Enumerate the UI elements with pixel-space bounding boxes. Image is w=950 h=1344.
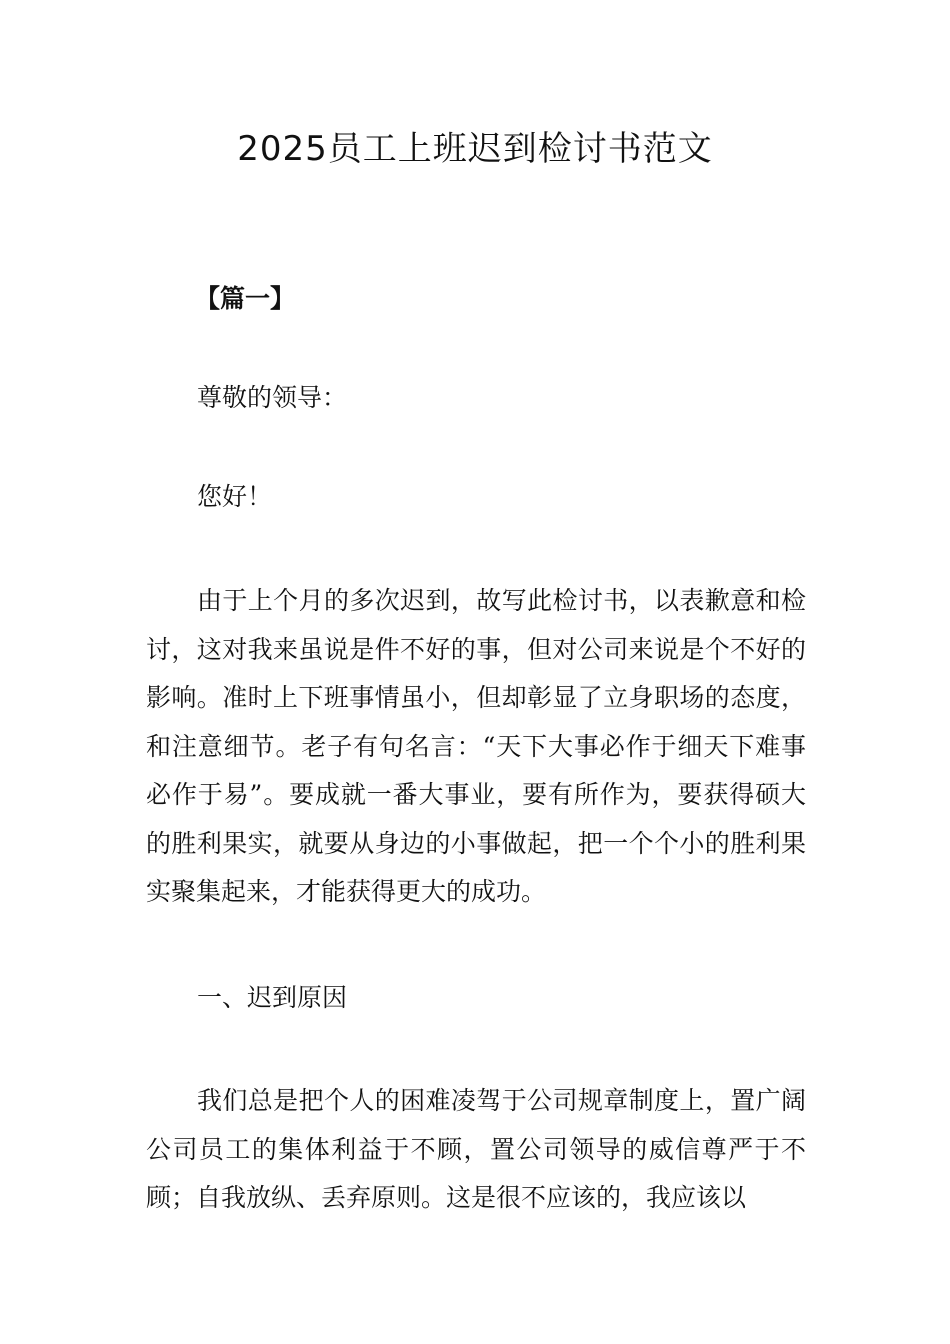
section-label: 【篇一】 [195,284,296,313]
greeting: 您好！ [197,482,273,511]
salutation: 尊敬的领导： [197,383,348,412]
section-heading-late-reasons: 一、迟到原因 [197,983,348,1012]
body-paragraph-1: 由于上个月的多次迟到，故写此检讨书，以表歉意和检讨，这对我来虽说是件不好的事，但对公司来说是个不好的影响。准时上下班事情虽小，但却彰显了立身职场的态度，和注意细节。老子有句名言：“天下大事必作于细天下难事必作于易”。要成就一番大事业，要有所作为，要获得硕大的胜利果实，就要从身边的小事做起，把一个个小的胜利果实聚集起来，才能获得更大的成功。 [146,586,806,906]
body-paragraph-2: 我们总是把个人的困难凌驾于公司规章制度上，置广阔公司员工的集体利益于不顾，置公司领导的威信尊严于不顾；自我放纵、丢弃原则。这是很不应该的，我应该以 [146,1086,806,1212]
document-title: 2025员工上班迟到检讨书范文 [237,129,713,169]
